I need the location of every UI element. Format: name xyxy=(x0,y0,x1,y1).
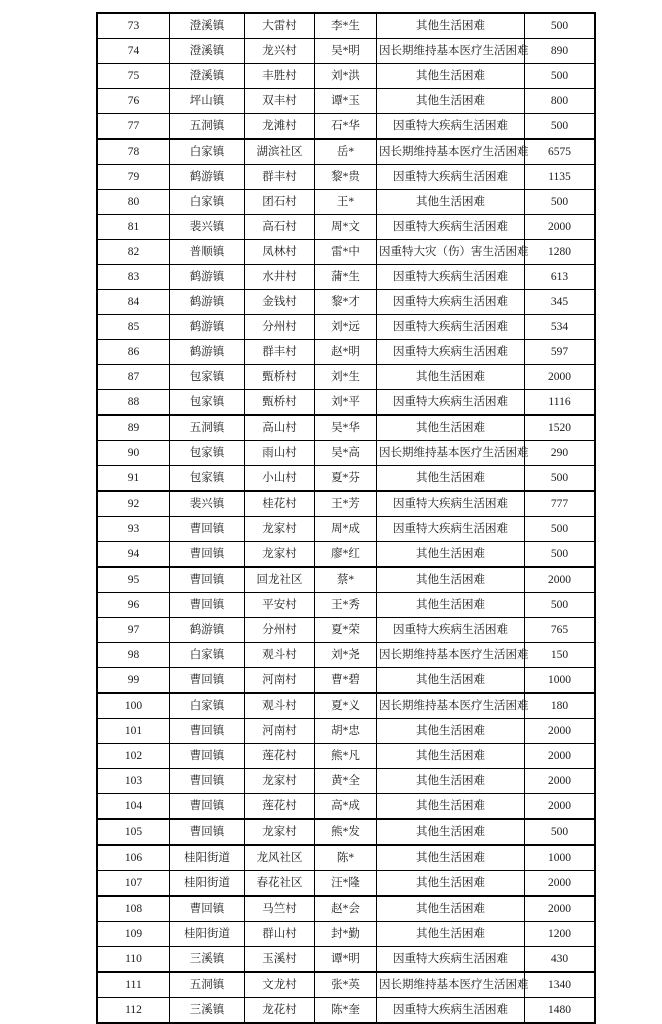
cell-person-name: 熊*凡 xyxy=(315,744,377,769)
table-row xyxy=(97,139,595,165)
table-row xyxy=(97,64,595,89)
cell-amount: 150 xyxy=(525,643,596,668)
cell-village: 双丰村 xyxy=(245,89,315,114)
cell-person-name: 赵*会 xyxy=(315,896,377,922)
cell-town: 白家镇 xyxy=(170,190,245,215)
cell-hardship-reason: 其他生活困难 xyxy=(377,845,525,871)
cell-amount: 890 xyxy=(525,39,596,64)
cell-sequence-number: 83 xyxy=(97,265,170,290)
cell-amount: 6575 xyxy=(525,139,596,165)
table-row xyxy=(97,517,595,542)
cell-person-name: 李*生 xyxy=(315,13,377,39)
cell-person-name: 陈* xyxy=(315,845,377,871)
cell-sequence-number: 108 xyxy=(97,896,170,922)
table-row xyxy=(97,290,595,315)
cell-amount: 2000 xyxy=(525,794,596,820)
cell-person-name: 曹*碧 xyxy=(315,668,377,694)
cell-village: 大雷村 xyxy=(245,13,315,39)
cell-hardship-reason: 因重特大疾病生活困难 xyxy=(377,340,525,365)
cell-sequence-number: 109 xyxy=(97,922,170,947)
cell-sequence-number: 102 xyxy=(97,744,170,769)
table-row xyxy=(97,114,595,140)
cell-hardship-reason: 其他生活困难 xyxy=(377,794,525,820)
cell-town: 三溪镇 xyxy=(170,998,245,1024)
cell-town: 包家镇 xyxy=(170,365,245,390)
table-row xyxy=(97,190,595,215)
cell-amount: 500 xyxy=(525,517,596,542)
table-row xyxy=(97,593,595,618)
table-row xyxy=(97,719,595,744)
table-row xyxy=(97,89,595,114)
table-row xyxy=(97,769,595,794)
cell-hardship-reason: 因长期维持基本医疗生活困难 xyxy=(377,972,525,998)
cell-person-name: 高*成 xyxy=(315,794,377,820)
cell-hardship-reason: 其他生活困难 xyxy=(377,466,525,492)
cell-person-name: 王* xyxy=(315,190,377,215)
cell-amount: 500 xyxy=(525,13,596,39)
cell-hardship-reason: 因重特大疾病生活困难 xyxy=(377,390,525,416)
cell-person-name: 岳* xyxy=(315,139,377,165)
cell-amount: 1340 xyxy=(525,972,596,998)
cell-amount: 2000 xyxy=(525,896,596,922)
cell-hardship-reason: 其他生活困难 xyxy=(377,89,525,114)
cell-person-name: 刘*生 xyxy=(315,365,377,390)
cell-sequence-number: 92 xyxy=(97,491,170,517)
cell-person-name: 封*勤 xyxy=(315,922,377,947)
cell-sequence-number: 98 xyxy=(97,643,170,668)
cell-sequence-number: 99 xyxy=(97,668,170,694)
cell-sequence-number: 106 xyxy=(97,845,170,871)
table-container xyxy=(96,12,571,1024)
cell-hardship-reason: 因重特大疾病生活困难 xyxy=(377,114,525,140)
cell-amount: 1200 xyxy=(525,922,596,947)
cell-person-name: 谭*明 xyxy=(315,947,377,973)
cell-amount: 345 xyxy=(525,290,596,315)
cell-person-name: 胡*忠 xyxy=(315,719,377,744)
cell-hardship-reason: 其他生活困难 xyxy=(377,896,525,922)
cell-village: 马竺村 xyxy=(245,896,315,922)
cell-town: 曹回镇 xyxy=(170,567,245,593)
cell-person-name: 夏*芬 xyxy=(315,466,377,492)
cell-amount: 500 xyxy=(525,114,596,140)
cell-village: 观斗村 xyxy=(245,693,315,719)
cell-hardship-reason: 因长期维持基本医疗生活困难 xyxy=(377,643,525,668)
cell-village: 湖滨社区 xyxy=(245,139,315,165)
cell-sequence-number: 87 xyxy=(97,365,170,390)
cell-village: 龙家村 xyxy=(245,542,315,568)
cell-person-name: 蒲*生 xyxy=(315,265,377,290)
cell-person-name: 王*芳 xyxy=(315,491,377,517)
cell-amount: 180 xyxy=(525,693,596,719)
cell-hardship-reason: 其他生活困难 xyxy=(377,593,525,618)
cell-person-name: 周*成 xyxy=(315,517,377,542)
cell-person-name: 夏*荣 xyxy=(315,618,377,643)
cell-village: 观斗村 xyxy=(245,643,315,668)
cell-amount: 534 xyxy=(525,315,596,340)
cell-person-name: 吴*明 xyxy=(315,39,377,64)
cell-sequence-number: 86 xyxy=(97,340,170,365)
cell-person-name: 刘*洪 xyxy=(315,64,377,89)
cell-village: 高石村 xyxy=(245,215,315,240)
cell-town: 白家镇 xyxy=(170,643,245,668)
cell-town: 鹤游镇 xyxy=(170,618,245,643)
cell-amount: 597 xyxy=(525,340,596,365)
cell-village: 龙家村 xyxy=(245,769,315,794)
cell-hardship-reason: 因重特大灾（伤）害生活困难 xyxy=(377,240,525,265)
cell-sequence-number: 104 xyxy=(97,794,170,820)
table-row xyxy=(97,415,595,441)
cell-amount: 1480 xyxy=(525,998,596,1024)
cell-town: 三溪镇 xyxy=(170,947,245,973)
table-row xyxy=(97,668,595,694)
cell-village: 水井村 xyxy=(245,265,315,290)
cell-amount: 1000 xyxy=(525,668,596,694)
cell-village: 雨山村 xyxy=(245,441,315,466)
cell-person-name: 陈*奎 xyxy=(315,998,377,1024)
cell-amount: 2000 xyxy=(525,567,596,593)
cell-person-name: 刘*平 xyxy=(315,390,377,416)
cell-amount: 500 xyxy=(525,64,596,89)
cell-sequence-number: 90 xyxy=(97,441,170,466)
cell-town: 桂阳街道 xyxy=(170,845,245,871)
cell-village: 文龙村 xyxy=(245,972,315,998)
cell-sequence-number: 100 xyxy=(97,693,170,719)
table-row xyxy=(97,922,595,947)
cell-person-name: 石*华 xyxy=(315,114,377,140)
cell-person-name: 王*秀 xyxy=(315,593,377,618)
cell-town: 曹回镇 xyxy=(170,517,245,542)
table-row xyxy=(97,365,595,390)
cell-town: 曹回镇 xyxy=(170,593,245,618)
cell-person-name: 谭*玉 xyxy=(315,89,377,114)
cell-village: 龙花村 xyxy=(245,998,315,1024)
cell-hardship-reason: 其他生活困难 xyxy=(377,567,525,593)
cell-person-name: 吴*华 xyxy=(315,415,377,441)
cell-hardship-reason: 其他生活困难 xyxy=(377,365,525,390)
cell-village: 分州村 xyxy=(245,315,315,340)
cell-village: 龙家村 xyxy=(245,819,315,845)
cell-village: 甄桥村 xyxy=(245,390,315,416)
cell-amount: 500 xyxy=(525,593,596,618)
cell-amount: 613 xyxy=(525,265,596,290)
cell-hardship-reason: 因长期维持基本医疗生活困难 xyxy=(377,39,525,64)
cell-sequence-number: 88 xyxy=(97,390,170,416)
table-row xyxy=(97,491,595,517)
cell-village: 桂花村 xyxy=(245,491,315,517)
cell-town: 曹回镇 xyxy=(170,719,245,744)
cell-person-name: 黎*才 xyxy=(315,290,377,315)
cell-amount: 500 xyxy=(525,466,596,492)
cell-town: 白家镇 xyxy=(170,139,245,165)
cell-hardship-reason: 因重特大疾病生活困难 xyxy=(377,618,525,643)
cell-hardship-reason: 其他生活困难 xyxy=(377,871,525,897)
table-row xyxy=(97,819,595,845)
cell-town: 普顺镇 xyxy=(170,240,245,265)
cell-hardship-reason: 其他生活困难 xyxy=(377,415,525,441)
cell-sequence-number: 74 xyxy=(97,39,170,64)
cell-village: 金钱村 xyxy=(245,290,315,315)
cell-town: 包家镇 xyxy=(170,466,245,492)
table-row xyxy=(97,972,595,998)
table-row xyxy=(97,340,595,365)
cell-sequence-number: 80 xyxy=(97,190,170,215)
cell-town: 澄溪镇 xyxy=(170,13,245,39)
assistance-recipients-table xyxy=(96,12,596,1024)
cell-village: 河南村 xyxy=(245,668,315,694)
cell-amount: 2000 xyxy=(525,769,596,794)
cell-sequence-number: 94 xyxy=(97,542,170,568)
cell-town: 鹤游镇 xyxy=(170,265,245,290)
table-row xyxy=(97,215,595,240)
cell-hardship-reason: 其他生活困难 xyxy=(377,13,525,39)
cell-town: 五洞镇 xyxy=(170,415,245,441)
cell-village: 回龙社区 xyxy=(245,567,315,593)
table-row xyxy=(97,896,595,922)
cell-person-name: 刘*尧 xyxy=(315,643,377,668)
cell-person-name: 赵*明 xyxy=(315,340,377,365)
cell-sequence-number: 111 xyxy=(97,972,170,998)
cell-person-name: 吴*高 xyxy=(315,441,377,466)
cell-town: 包家镇 xyxy=(170,441,245,466)
cell-hardship-reason: 因长期维持基本医疗生活困难 xyxy=(377,693,525,719)
cell-person-name: 汪*隆 xyxy=(315,871,377,897)
cell-sequence-number: 81 xyxy=(97,215,170,240)
table-row xyxy=(97,165,595,190)
cell-hardship-reason: 其他生活困难 xyxy=(377,744,525,769)
cell-town: 澄溪镇 xyxy=(170,64,245,89)
cell-amount: 500 xyxy=(525,190,596,215)
cell-hardship-reason: 其他生活困难 xyxy=(377,922,525,947)
cell-sequence-number: 103 xyxy=(97,769,170,794)
cell-town: 曹回镇 xyxy=(170,769,245,794)
cell-sequence-number: 101 xyxy=(97,719,170,744)
cell-person-name: 廖*红 xyxy=(315,542,377,568)
cell-village: 河南村 xyxy=(245,719,315,744)
table-row xyxy=(97,441,595,466)
cell-person-name: 蔡* xyxy=(315,567,377,593)
cell-hardship-reason: 因重特大疾病生活困难 xyxy=(377,315,525,340)
cell-amount: 500 xyxy=(525,819,596,845)
cell-sequence-number: 91 xyxy=(97,466,170,492)
cell-hardship-reason: 其他生活困难 xyxy=(377,668,525,694)
cell-hardship-reason: 因重特大疾病生活困难 xyxy=(377,290,525,315)
table-row xyxy=(97,13,595,39)
cell-amount: 2000 xyxy=(525,871,596,897)
table-row xyxy=(97,643,595,668)
cell-amount: 800 xyxy=(525,89,596,114)
cell-hardship-reason: 其他生活困难 xyxy=(377,819,525,845)
cell-hardship-reason: 其他生活困难 xyxy=(377,64,525,89)
cell-hardship-reason: 因重特大疾病生活困难 xyxy=(377,947,525,973)
table-row xyxy=(97,265,595,290)
cell-person-name: 黄*全 xyxy=(315,769,377,794)
cell-village: 春花社区 xyxy=(245,871,315,897)
cell-amount: 765 xyxy=(525,618,596,643)
cell-amount: 2000 xyxy=(525,215,596,240)
cell-amount: 1135 xyxy=(525,165,596,190)
cell-amount: 1000 xyxy=(525,845,596,871)
cell-sequence-number: 79 xyxy=(97,165,170,190)
cell-town: 裴兴镇 xyxy=(170,491,245,517)
cell-village: 团石村 xyxy=(245,190,315,215)
cell-amount: 1116 xyxy=(525,390,596,416)
cell-sequence-number: 95 xyxy=(97,567,170,593)
cell-person-name: 张*英 xyxy=(315,972,377,998)
cell-town: 鹤游镇 xyxy=(170,290,245,315)
cell-village: 甄桥村 xyxy=(245,365,315,390)
cell-hardship-reason: 其他生活困难 xyxy=(377,542,525,568)
cell-village: 龙家村 xyxy=(245,517,315,542)
cell-town: 鹤游镇 xyxy=(170,340,245,365)
cell-hardship-reason: 因重特大疾病生活困难 xyxy=(377,998,525,1024)
cell-person-name: 黎*贵 xyxy=(315,165,377,190)
cell-town: 曹回镇 xyxy=(170,896,245,922)
cell-hardship-reason: 因长期维持基本医疗生活困难 xyxy=(377,441,525,466)
table-row xyxy=(97,466,595,492)
cell-person-name: 周*文 xyxy=(315,215,377,240)
cell-hardship-reason: 因重特大疾病生活困难 xyxy=(377,517,525,542)
cell-village: 莲花村 xyxy=(245,744,315,769)
cell-village: 群丰村 xyxy=(245,340,315,365)
cell-hardship-reason: 其他生活困难 xyxy=(377,769,525,794)
cell-town: 桂阳街道 xyxy=(170,922,245,947)
cell-hardship-reason: 其他生活困难 xyxy=(377,719,525,744)
cell-sequence-number: 93 xyxy=(97,517,170,542)
cell-hardship-reason: 因长期维持基本医疗生活困难 xyxy=(377,139,525,165)
cell-town: 坪山镇 xyxy=(170,89,245,114)
table-row xyxy=(97,542,595,568)
cell-person-name: 夏*义 xyxy=(315,693,377,719)
cell-hardship-reason: 因重特大疾病生活困难 xyxy=(377,491,525,517)
cell-village: 龙滩村 xyxy=(245,114,315,140)
cell-sequence-number: 110 xyxy=(97,947,170,973)
table-row xyxy=(97,240,595,265)
table-row xyxy=(97,744,595,769)
table-row xyxy=(97,794,595,820)
table-row xyxy=(97,390,595,416)
table-row xyxy=(97,693,595,719)
cell-hardship-reason: 因重特大疾病生活困难 xyxy=(377,265,525,290)
cell-town: 五洞镇 xyxy=(170,114,245,140)
table-row xyxy=(97,947,595,973)
cell-village: 龙兴村 xyxy=(245,39,315,64)
cell-town: 曹回镇 xyxy=(170,542,245,568)
table-row xyxy=(97,567,595,593)
cell-town: 曹回镇 xyxy=(170,744,245,769)
cell-amount: 430 xyxy=(525,947,596,973)
cell-hardship-reason: 因重特大疾病生活困难 xyxy=(377,165,525,190)
cell-sequence-number: 75 xyxy=(97,64,170,89)
cell-amount: 1280 xyxy=(525,240,596,265)
cell-town: 五洞镇 xyxy=(170,972,245,998)
cell-sequence-number: 97 xyxy=(97,618,170,643)
table-row xyxy=(97,845,595,871)
cell-village: 莲花村 xyxy=(245,794,315,820)
cell-village: 玉溪村 xyxy=(245,947,315,973)
table-row xyxy=(97,39,595,64)
cell-town: 曹回镇 xyxy=(170,668,245,694)
cell-village: 分州村 xyxy=(245,618,315,643)
cell-sequence-number: 84 xyxy=(97,290,170,315)
cell-amount: 2000 xyxy=(525,365,596,390)
cell-sequence-number: 73 xyxy=(97,13,170,39)
cell-village: 丰胜村 xyxy=(245,64,315,89)
cell-amount: 2000 xyxy=(525,719,596,744)
cell-town: 裴兴镇 xyxy=(170,215,245,240)
cell-sequence-number: 78 xyxy=(97,139,170,165)
cell-hardship-reason: 其他生活困难 xyxy=(377,190,525,215)
cell-amount: 290 xyxy=(525,441,596,466)
cell-sequence-number: 76 xyxy=(97,89,170,114)
cell-sequence-number: 105 xyxy=(97,819,170,845)
cell-person-name: 熊*发 xyxy=(315,819,377,845)
table-row xyxy=(97,618,595,643)
cell-town: 鹤游镇 xyxy=(170,165,245,190)
cell-town: 曹回镇 xyxy=(170,819,245,845)
table-row xyxy=(97,315,595,340)
cell-amount: 777 xyxy=(525,491,596,517)
cell-amount: 1520 xyxy=(525,415,596,441)
table-row xyxy=(97,871,595,897)
cell-village: 群山村 xyxy=(245,922,315,947)
cell-village: 龙风社区 xyxy=(245,845,315,871)
cell-sequence-number: 96 xyxy=(97,593,170,618)
cell-sequence-number: 77 xyxy=(97,114,170,140)
cell-town: 白家镇 xyxy=(170,693,245,719)
cell-hardship-reason: 因重特大疾病生活困难 xyxy=(377,215,525,240)
cell-amount: 2000 xyxy=(525,744,596,769)
cell-village: 高山村 xyxy=(245,415,315,441)
cell-village: 凤林村 xyxy=(245,240,315,265)
cell-sequence-number: 85 xyxy=(97,315,170,340)
cell-sequence-number: 89 xyxy=(97,415,170,441)
cell-town: 澄溪镇 xyxy=(170,39,245,64)
cell-sequence-number: 82 xyxy=(97,240,170,265)
cell-person-name: 刘*远 xyxy=(315,315,377,340)
cell-village: 群丰村 xyxy=(245,165,315,190)
cell-town: 包家镇 xyxy=(170,390,245,416)
cell-amount: 500 xyxy=(525,542,596,568)
cell-village: 小山村 xyxy=(245,466,315,492)
table-row xyxy=(97,998,595,1024)
cell-town: 桂阳街道 xyxy=(170,871,245,897)
cell-person-name: 雷*中 xyxy=(315,240,377,265)
cell-village: 平安村 xyxy=(245,593,315,618)
cell-sequence-number: 107 xyxy=(97,871,170,897)
table-body xyxy=(97,13,595,1023)
cell-town: 曹回镇 xyxy=(170,794,245,820)
cell-sequence-number: 112 xyxy=(97,998,170,1024)
cell-town: 鹤游镇 xyxy=(170,315,245,340)
